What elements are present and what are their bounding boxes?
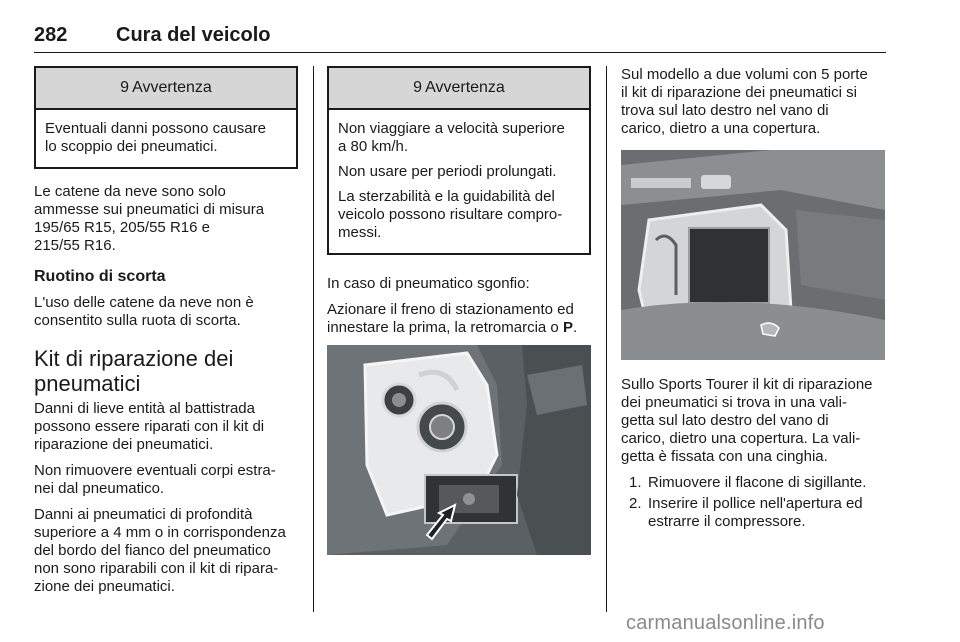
warning-icon: 9 [413, 79, 423, 96]
instruction-list [621, 474, 885, 531]
warning-body [329, 110, 589, 253]
paragraph: Danni ai pneumatici di profondità superiore a 4 mm o in corrispondenza del bordo del fianco del pneumatico non sono riparabili con il kit di ripara- zione dei pneumatici. [34, 506, 286, 595]
column-divider [606, 66, 607, 612]
figure-hatchback-kit-location [621, 150, 885, 360]
illustration [621, 150, 885, 360]
paragraph: Non rimuovere eventuali corpi estra- nei dal pneumatico. [34, 462, 276, 497]
column-1 [34, 66, 298, 604]
column-divider [313, 66, 314, 612]
warning-body [36, 110, 296, 167]
warning-icon: 9 [120, 79, 130, 96]
page-title: Cura del veicolo [116, 24, 271, 46]
warning-text: Eventuali danni possono causare lo scoppio dei pneumatici. [45, 120, 266, 155]
warning-title: Avvertenza [425, 79, 505, 96]
warning-text: La sterzabilità e la guidabilità del veicolo possono risultare compro- messi. [338, 188, 563, 241]
column-2 [327, 66, 591, 555]
paragraph: Le catene da neve sono solo ammesse sui pneumatici di misura 195/65 R15, 205/55 R16 e 215/55 R16. [34, 183, 265, 254]
paragraph: Sullo Sports Tourer il kit di riparazione dei pneumatici si trova in una vali- getta sul lato destro del vano di carico, dietro una copertura. La vali- getta è fissata con una cinghia. [621, 376, 873, 465]
warning-title: Avvertenza [132, 79, 212, 96]
warning-box [327, 66, 591, 255]
paragraph: L'uso delle catene da neve non è consentito sulla ruota di scorta. [34, 294, 254, 329]
warning-header [329, 68, 589, 110]
paragraph: Azionare il freno di stazionamento ed innestare la prima, la retromarcia o P. [327, 301, 578, 336]
warning-header [36, 68, 296, 110]
illustration [327, 345, 591, 555]
warning-text: Non usare per periodi prolungati. [338, 163, 557, 180]
page-header [34, 22, 886, 53]
page-number: 282 [34, 24, 68, 46]
warning-text: Non viaggiare a velocità superiore a 80 km/h. [338, 120, 565, 155]
warning-box [34, 66, 298, 169]
list-item: 2. Inserire il pollice nell'apertura ed estrarre il compressore. [629, 495, 863, 530]
paragraph: Sul modello a due volumi con 5 porte il kit di riparazione dei pneumatici si trova sul lato destro nel vano di carico, dietro a una copertura. [621, 66, 868, 137]
watermark: carmanualsonline.info [626, 612, 825, 634]
column-3 [621, 66, 885, 534]
figure-tire-kit-compartment [327, 345, 591, 555]
heading-spare-wheel: Ruotino di scorta [34, 268, 166, 285]
heading-repair-kit: Kit di riparazione dei pneumatici [34, 346, 234, 396]
list-item: 1. Rimuovere il flacone di sigillante. [629, 474, 867, 491]
paragraph: In caso di pneumatico sgonfio: [327, 275, 530, 292]
paragraph: Danni di lieve entità al battistrada possono essere riparati con il kit di riparazione dei pneumatici. [34, 400, 265, 453]
